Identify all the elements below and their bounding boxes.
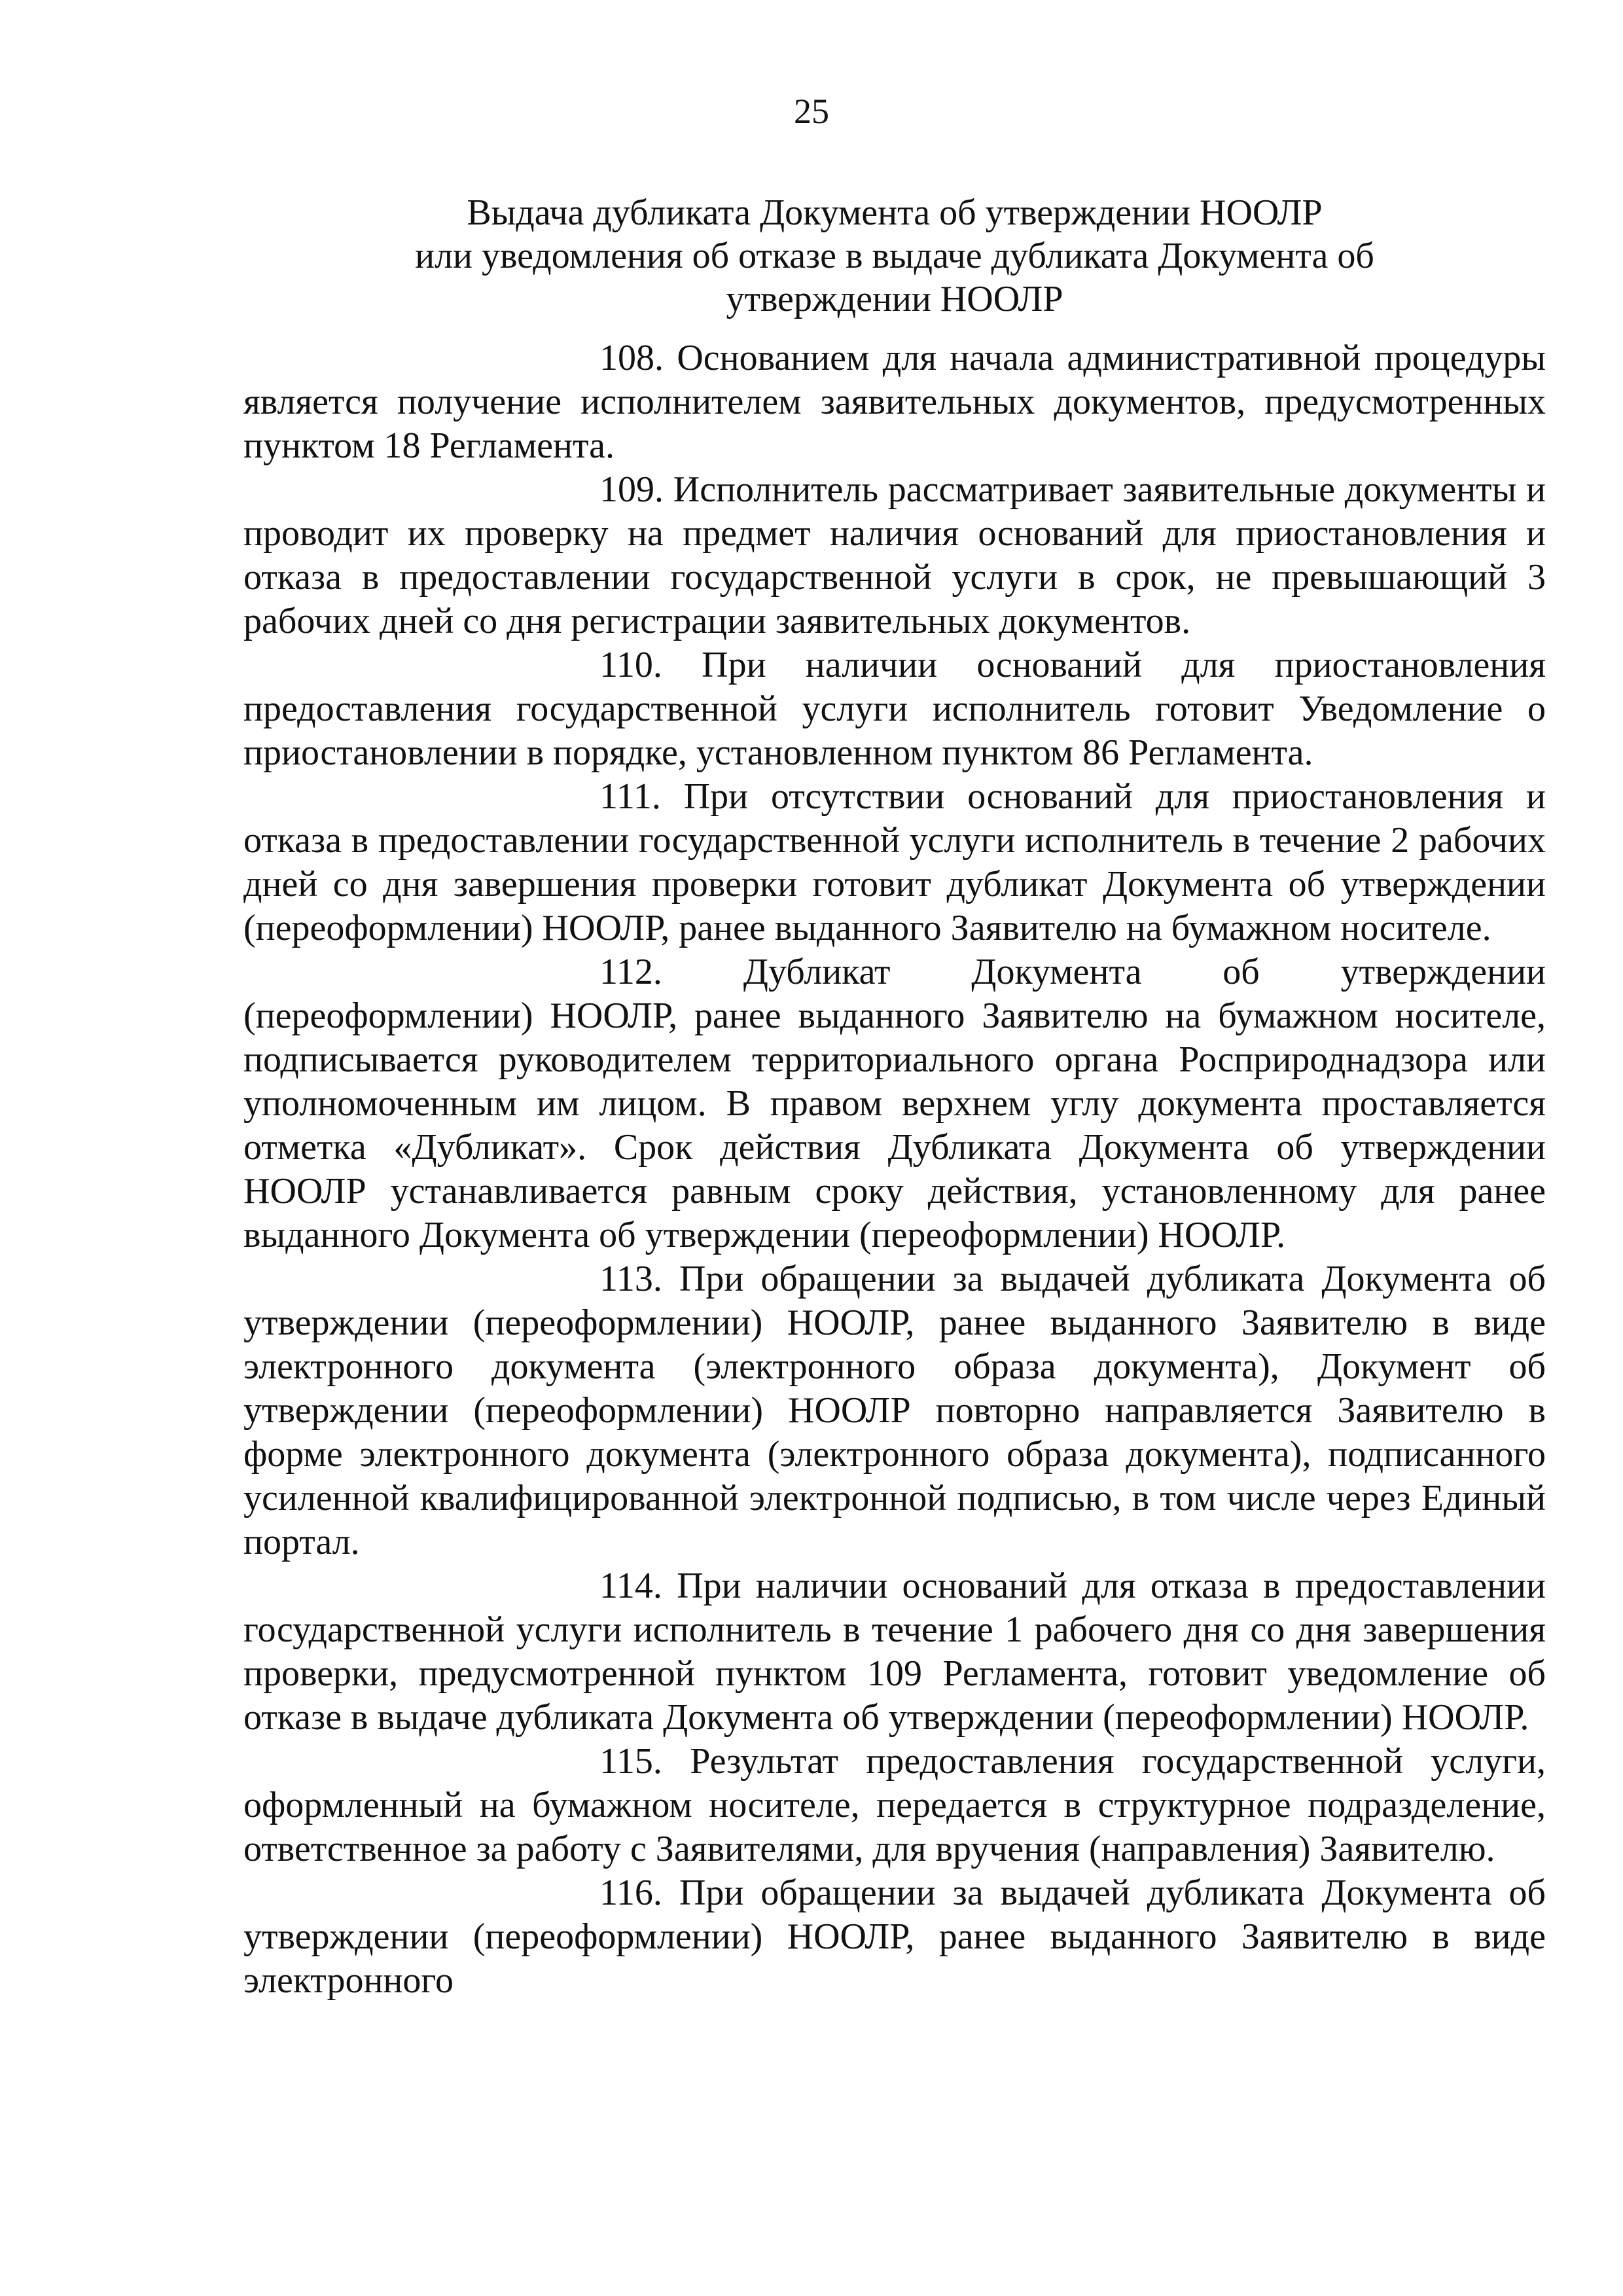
paragraph-114 — [243, 1564, 1546, 1740]
paragraph-number: 115. — [599, 1741, 662, 1782]
paragraph-number: 112. — [599, 952, 662, 992]
section-title — [243, 191, 1546, 321]
paragraph-115 — [243, 1740, 1546, 1871]
paragraph-number: 116. — [599, 1873, 662, 1913]
paragraph-109 — [243, 468, 1546, 643]
title-line: или уведомления об отказе в выдаче дубликата Документа об — [415, 236, 1374, 276]
paragraph-text: Результат предоставления государственной услуги, оформленный на бумажном носителе, передается в структурное подразделение, ответственное за работу с Заявителями, для вручения (направления) Заявителю. — [243, 1741, 1546, 1869]
paragraph-110 — [243, 643, 1546, 775]
paragraph-111 — [243, 775, 1546, 950]
paragraph-number: 113. — [599, 1259, 662, 1299]
title-line: Выдача дубликата Документа об утверждении НООЛР — [467, 192, 1323, 233]
paragraph-108 — [243, 336, 1546, 468]
paragraph-text: При обращении за выдачей дубликата Документа об утверждении (переоформлении) НООЛР, ранее выданного Заявителю в виде электронного — [243, 1873, 1546, 2001]
paragraph-text: Исполнитель рассматривает заявительные документы и проводит их проверку на предмет наличия оснований для приостановления и отказа в предоставлении государственной услуги в срок, не превышающий 3 рабочих дней со дня регистрации заявительных документов. — [243, 469, 1546, 641]
paragraph-text: Основанием для начала административной процедуры является получение исполнителем заявительных документов, предусмотренных пунктом 18 Регламента. — [243, 338, 1546, 466]
document-body — [243, 336, 1546, 2003]
paragraph-text: При наличии оснований для отказа в предоставлении государственной услуги исполнитель в течение 1 рабочего дня со дня завершения проверки, предусмотренной пунктом 109 Регламента, готовит уведомление об отказе в выдаче дубликата Документа об утверждении (переоформлении) НООЛР. — [243, 1566, 1546, 1738]
paragraph-number: 108. — [599, 338, 664, 378]
paragraph-113 — [243, 1257, 1546, 1564]
paragraph-text: При наличии оснований для приостановления предоставления государственной услуги исполнитель готовит Уведомление о приостановлении в порядке, установленном пунктом 86 Регламента. — [243, 645, 1546, 773]
paragraph-text: При отсутствии оснований для приостановления и отказа в предоставлении государственной услуги исполнитель в течение 2 рабочих дней со дня завершения проверки готовит дубликат Документа об утверждении (переоформлении) НООЛР, ранее выданного Заявителю на бумажном носителе. — [243, 776, 1546, 948]
paragraph-number: 111. — [599, 776, 661, 817]
page-number: 25 — [794, 92, 829, 131]
paragraph-number: 109. — [599, 469, 664, 510]
title-line: утверждении НООЛР — [726, 279, 1063, 319]
paragraph-text: При обращении за выдачей дубликата Документа об утверждении (переоформлении) НООЛР, ранее выданного Заявителю в виде электронного документа (электронного образа документа), Документ об утверждении (переоформлении) НООЛР повторно направляется Заявителю в форме электронного документа (электронного образа документа), подписанного усиленной квалифицированной электронной подписью, в том числе через Единый портал. — [243, 1259, 1546, 1562]
paragraph-number: 114. — [599, 1566, 662, 1606]
paragraph-text: Дубликат Документа об утверждении (переоформлении) НООЛР, ранее выданного Заявителю на бумажном носителе, подписывается руководителем территориального органа Росприроднадзора или уполномоченным им лицом. В правом верхнем углу документа проставляется отметка «Дубликат». Срок действия Дубликата Документа об утверждении НООЛР устанавливается равным сроку действия, установленному для ранее выданного Документа об утверждении (переоформлении) НООЛР. — [243, 952, 1546, 1255]
paragraph-112 — [243, 950, 1546, 1257]
paragraph-number: 110. — [599, 645, 662, 685]
paragraph-116 — [243, 1871, 1546, 2003]
